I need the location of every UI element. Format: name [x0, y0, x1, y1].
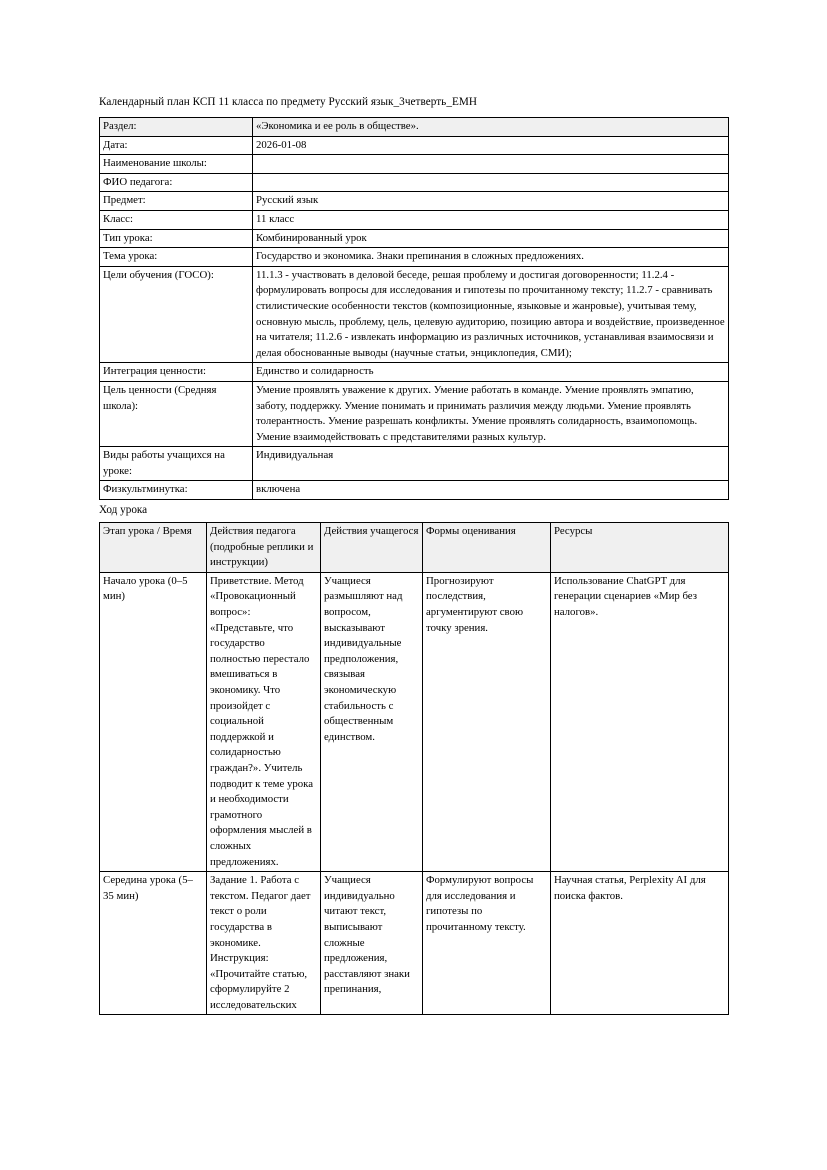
cell-assessment: Формулируют вопросы для исследования и гипотезы по прочитанному тексту. — [423, 872, 551, 1015]
table-row — [100, 572, 729, 871]
table-row — [100, 248, 729, 267]
info-label: Физкультминутка: — [100, 481, 253, 500]
info-value: Умение проявлять уважение к других. Умение работать в команде. Умение проявлять эмпатию, заботу, поддержку. Умение понимать и принимать различия между людьми. Умение проявлять толерантность. Умение разрешать конфликты. Умение проявлять солидарность, взаимопомощь. Умение взаимодействовать с представителями разных культур. — [253, 381, 729, 446]
table-row — [100, 481, 729, 500]
info-value: Единство и солидарность — [253, 363, 729, 382]
column-header-teacher-actions: Действия педагога (подробные реплики и инструкции) — [207, 523, 321, 573]
info-label: Тип урока: — [100, 229, 253, 248]
lesson-info-table — [99, 117, 729, 500]
info-label: Цели обучения (ГОСО): — [100, 266, 253, 363]
column-header-student-actions: Действия учащегося — [321, 523, 423, 573]
info-value: Русский язык — [253, 192, 729, 211]
info-label: Виды работы учащихся на уроке: — [100, 447, 253, 481]
info-value — [253, 173, 729, 192]
cell-stage: Начало урока (0–5 мин) — [100, 572, 207, 871]
document-content — [99, 95, 728, 1015]
table-row — [100, 381, 729, 446]
info-label: Интеграция ценности: — [100, 363, 253, 382]
cell-teacher-actions: Приветствие. Метод «Провокационный вопрос»: «Представьте, что государство полностью перестало вмешиваться в экономику. Что произойдет с социальной поддержкой и солидарностью граждан?». Учитель подводит к теме урока и необходимости грамотного оформления мыслей в сложных предложениях. — [207, 572, 321, 871]
cell-student-actions: Учащиеся размышляют над вопросом, высказывают индивидуальные предположения, связывая экономическую стабильность с общественным единством. — [321, 572, 423, 871]
section-caption-lesson-flow: Ход урока — [99, 504, 148, 517]
table-row — [100, 363, 729, 382]
info-label: Раздел: — [100, 118, 253, 137]
info-value: «Экономика и ее роль в обществе». — [253, 118, 729, 137]
table-row — [100, 447, 729, 481]
lesson-flow-table — [99, 522, 729, 1015]
cell-teacher-actions: Задание 1. Работа с текстом. Педагог дает текст о роли государства в экономике. Инструкция: «Прочитайте статью, сформулируйте 2 исследовательских — [207, 872, 321, 1015]
table-row — [100, 872, 729, 1015]
info-value: включена — [253, 481, 729, 500]
info-label: Предмет: — [100, 192, 253, 211]
info-value: 2026-01-08 — [253, 136, 729, 155]
table-row — [100, 210, 729, 229]
info-value — [253, 155, 729, 174]
table-row — [100, 192, 729, 211]
table-row — [100, 173, 729, 192]
cell-student-actions: Учащиеся индивидуально читают текст, выписывают сложные предложения, расставляют знаки препинания, — [321, 872, 423, 1015]
cell-stage: Середина урока (5–35 мин) — [100, 872, 207, 1015]
table-row — [100, 118, 729, 137]
cell-resources: Научная статья, Perplexity AI для поиска фактов. — [551, 872, 729, 1015]
table-row — [100, 155, 729, 174]
page-break-clip — [0, 1066, 827, 1170]
info-label: ФИО педагога: — [100, 173, 253, 192]
column-header-resources: Ресурсы — [551, 523, 729, 573]
lesson-flow-header-row — [100, 523, 729, 573]
column-header-assessment: Формы оценивания — [423, 523, 551, 573]
info-label: Дата: — [100, 136, 253, 155]
info-label: Тема урока: — [100, 248, 253, 267]
page-title: Календарный план КСП 11 класса по предмету Русский язык_3четверть_ЕМН — [99, 96, 477, 108]
table-row — [100, 266, 729, 363]
cell-resources: Использование ChatGPT для генерации сценариев «Мир без налогов». — [551, 572, 729, 871]
table-row — [100, 229, 729, 248]
info-value: Государство и экономика. Знаки препинания в сложных предложениях. — [253, 248, 729, 267]
cell-assessment: Прогнозируют последствия, аргументируют свою точку зрения. — [423, 572, 551, 871]
info-label: Цель ценности (Средняя школа): — [100, 381, 253, 446]
table-row — [100, 136, 729, 155]
info-value: Индивидуальная — [253, 447, 729, 481]
info-value: Комбинированный урок — [253, 229, 729, 248]
info-value: 11 класс — [253, 210, 729, 229]
info-value: 11.1.3 - участвовать в деловой беседе, решая проблему и достигая договоренности; 11.2.4 - формулировать вопросы для исследования и гипотезы по прочитанному тексту; 11.2.7 - сравнивать стилистические особенности текстов (композиционные, языковые и жанровые), учитывая тему, основную мысль, проблему, цель, целевую аудиторию, позицию автора и воздействие, произведенное на читателя; 11.2.6 - извлекать информацию из различных источников, устанавливая взаимосвязи и делая обоснованные выводы (научные статьи, энциклопедия, СМИ); — [253, 266, 729, 363]
info-label: Класс: — [100, 210, 253, 229]
info-label: Наименование школы: — [100, 155, 253, 174]
column-header-stage: Этап урока / Время — [100, 523, 207, 573]
